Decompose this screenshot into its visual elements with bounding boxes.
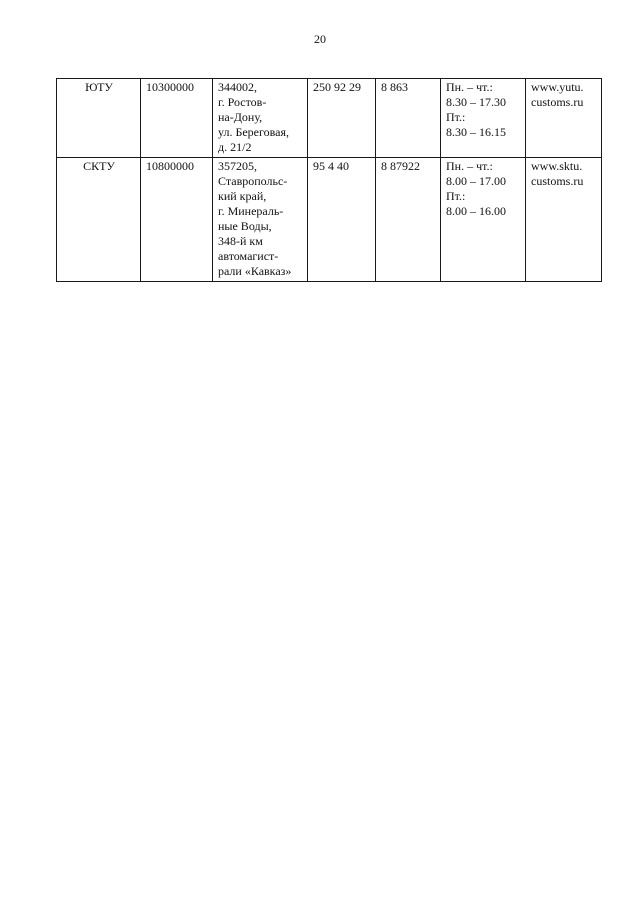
- website-cell: www.yutu. customs.ru: [526, 79, 602, 158]
- hours-cell: Пн. – чт.: 8.30 – 17.30 Пт.: 8.30 – 16.15: [441, 79, 526, 158]
- page-number: 20: [314, 32, 326, 46]
- phone-code-cell: 8 87922: [376, 158, 441, 282]
- office-code-cell: 10300000: [141, 79, 213, 158]
- office-name-cell: СКТУ: [57, 158, 141, 282]
- office-name-cell: ЮТУ: [57, 79, 141, 158]
- hours-cell: Пн. – чт.: 8.00 – 17.00 Пт.: 8.00 – 16.00: [441, 158, 526, 282]
- phone-code-cell: 8 863: [376, 79, 441, 158]
- phone-cell: 95 4 40: [308, 158, 376, 282]
- phone-cell: 250 92 29: [308, 79, 376, 158]
- table-row: [57, 158, 602, 282]
- table-row: [57, 79, 602, 158]
- website-cell: www.sktu. customs.ru: [526, 158, 602, 282]
- address-cell: 344002, г. Ростов- на-Дону, ул. Береговая, д. 21/2: [213, 79, 308, 158]
- address-cell: 357205, Ставропольс- кий край, г. Минераль- ные Воды, 348-й км автомагист- рали «Кавказ»: [213, 158, 308, 282]
- office-code-cell: 10800000: [141, 158, 213, 282]
- customs-offices-table: [56, 78, 602, 282]
